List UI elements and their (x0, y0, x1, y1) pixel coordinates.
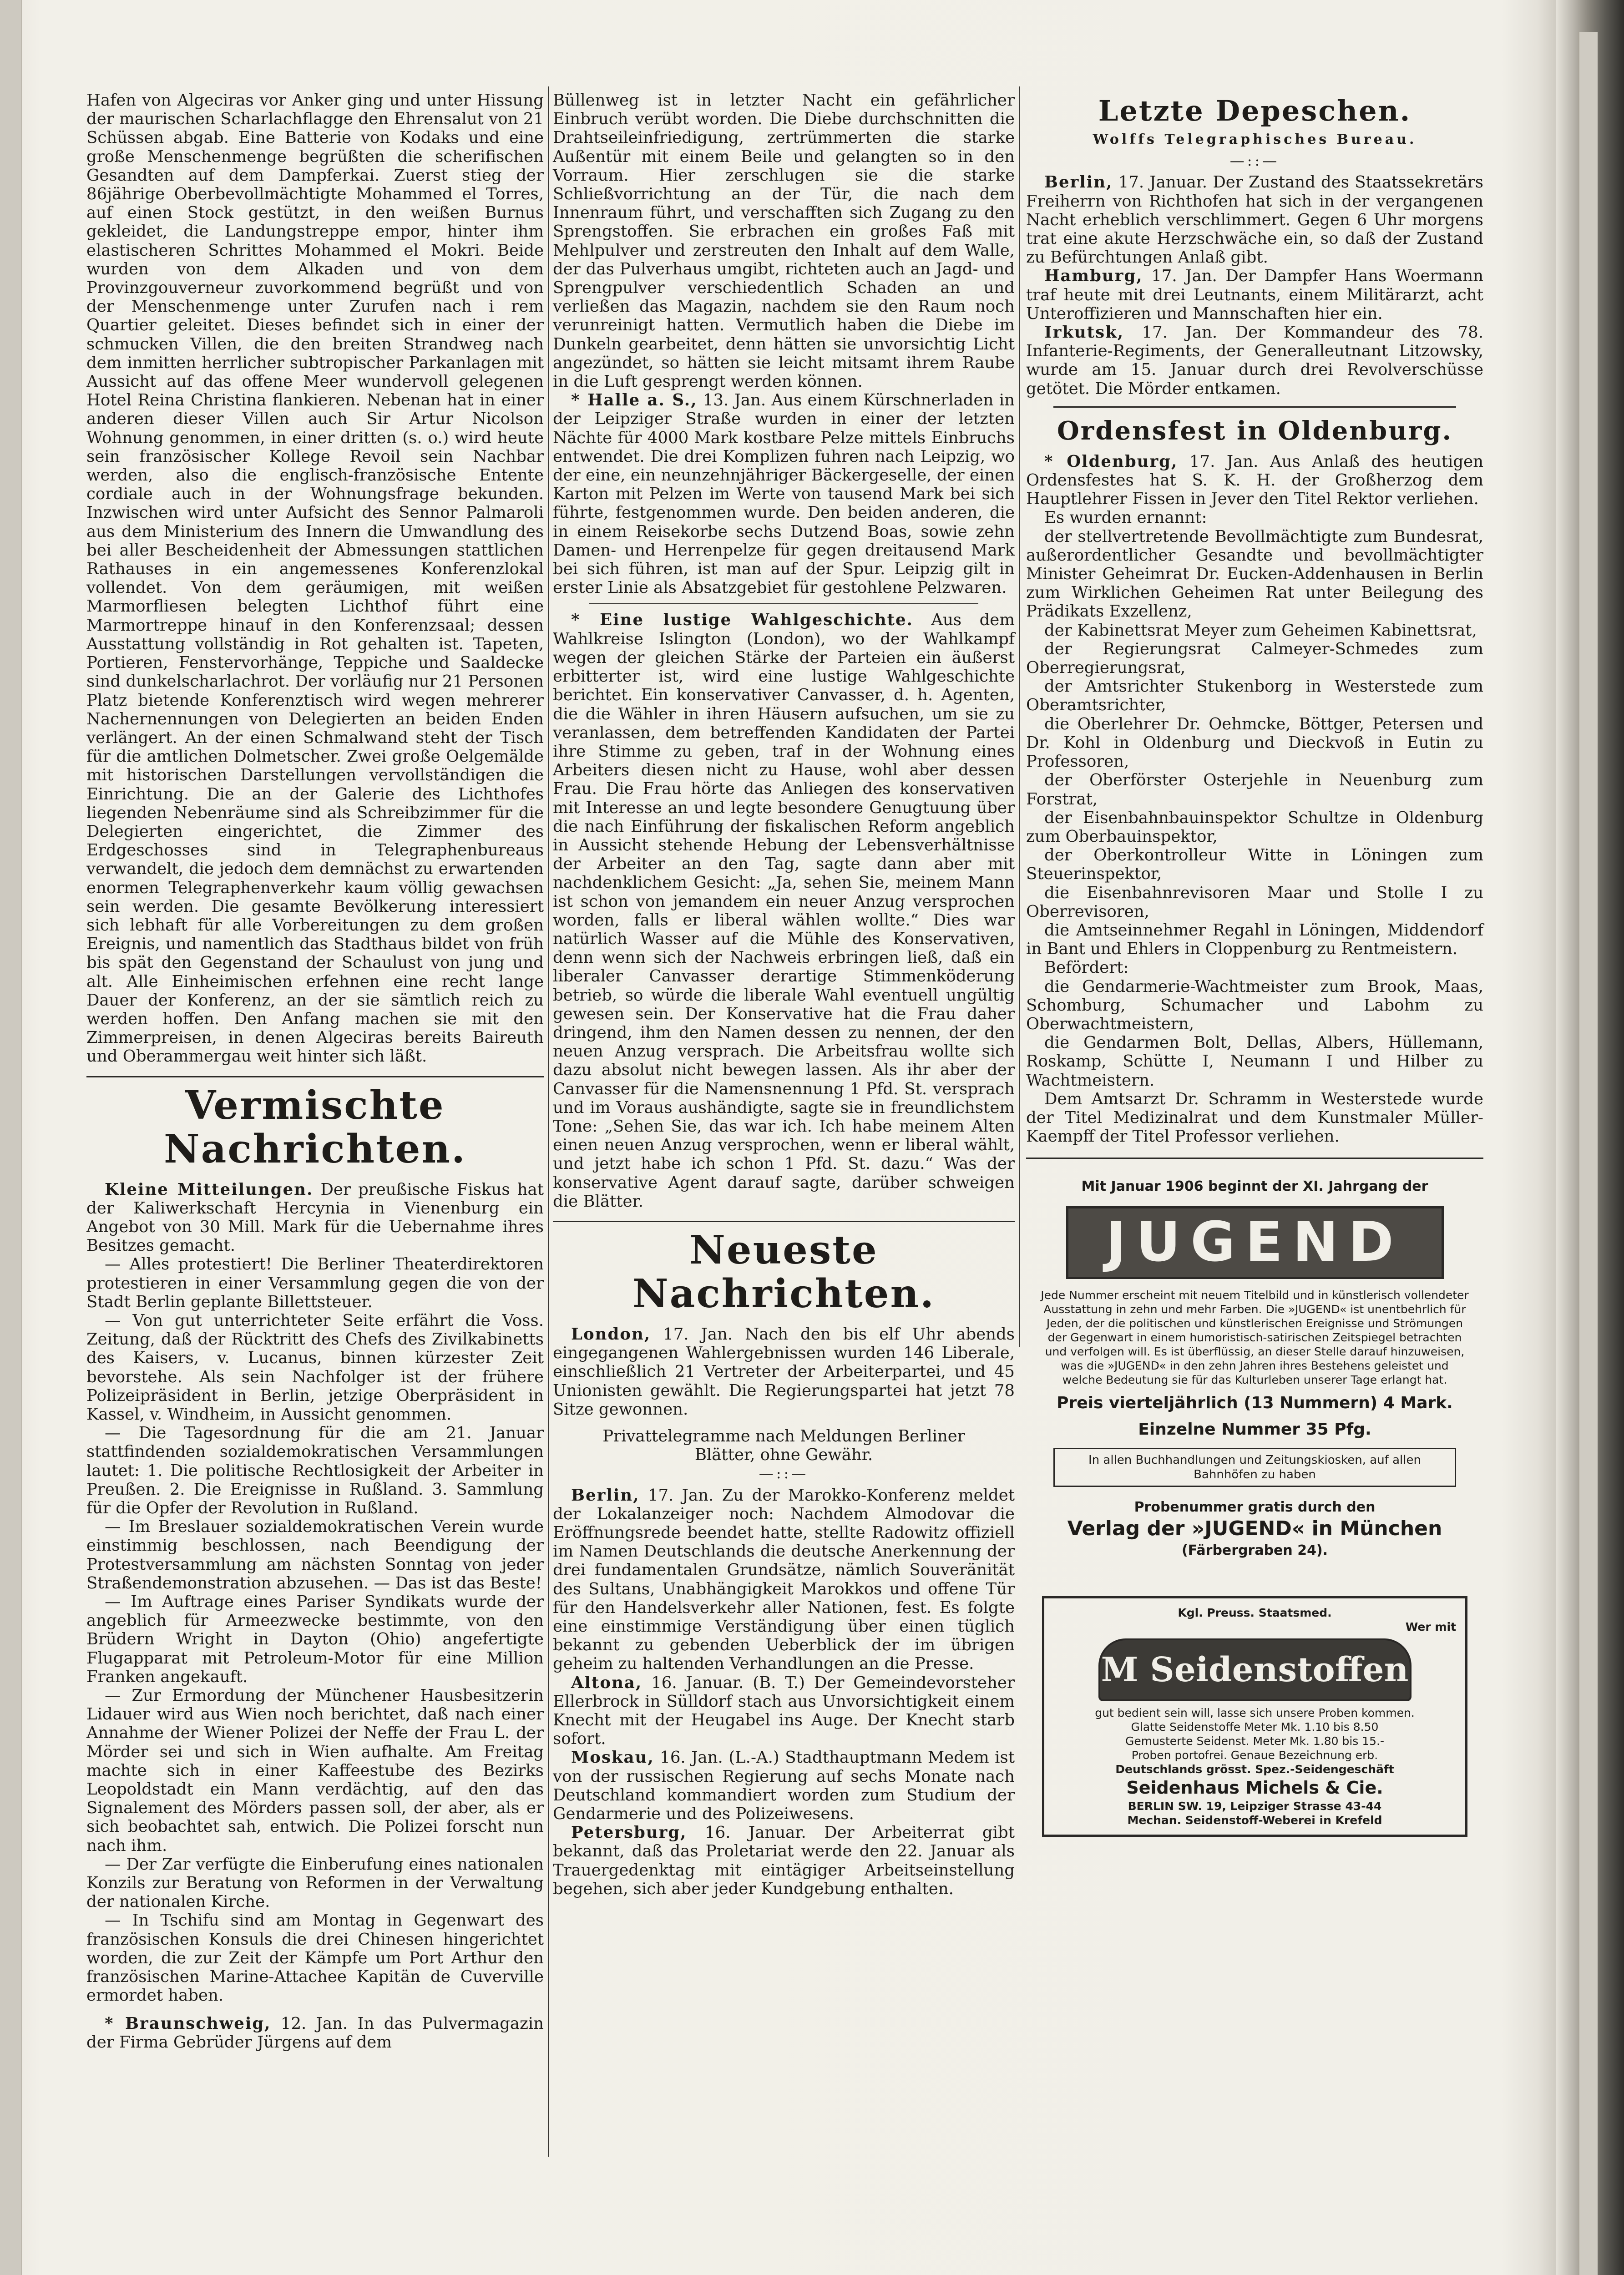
privattelegramme-note: Privattelegramme nach Meldungen Berliner Blätter, ohne Gewähr. (602, 1427, 965, 1465)
section-rule (86, 1076, 544, 1077)
ad-probenummer: Probenummer gratis durch den (1134, 1499, 1376, 1515)
ad-line: Mechan. Seidenstoff-Weberei in Krefeld (1127, 1813, 1382, 1827)
list-item: der Kabinettsrat Meyer zum Geheimen Kabinettsrat, (1044, 621, 1477, 640)
list-item: die Oberlehrer Dr. Oehmcke, Böttger, Petersen und Dr. Kohl in Oldenburg und Dieckvoß in Eutin zu Professoren, (1026, 714, 1483, 771)
news-item: — In Tschifu sind am Montag in Gegenwart des französischen Konsuls die drei Chinesen hingerichtet worden, die zur Zeit der Kämpfe um Port Arthur den französischen Marine-Attachee Kapitän de Cuverville ermordet haben. (86, 1911, 544, 2005)
seidenstoffe-banner: M Seidenstoffen (1098, 1638, 1412, 1701)
ad-availability-box: In allen Buchhandlungen und Zeitungskiosken, auf allen Bahnhöfen zu haben (1053, 1448, 1456, 1487)
article-braunschweig-cont: Büllenweg ist in letzter Nacht ein gefährlicher Einbruch verübt worden. Die Diebe durchschnitten die Drahtseileinfriedigung, zertrümmerten die starke Außentür mit einem Beile und gelangten so in den Vorraum. Hier zerschlugen sie die starke Schließvorrichtung an der Tür, die nach dem Innenraum führt, und verschafften sich Zugang zu den Sprengstoffen. Sie erbrachen ein großes Faß mit Mehlpulver und zerstreuten den Inhalt auf dem Walle, der das Pulverhaus umgibt, richteten auch an Jagd- und Sprengpulver verschiedentlich Schaden an und verließen das Magazin, nachdem sie den Raum noch verunreinigt hatten. Vermutlich haben die Diebe im Dunkeln gearbeitet, denn hätten sie unvorsichtig Licht angezündet, so hätten sie leicht mitsamt ihrem Raube in die Luft gesprengt werden können. (553, 91, 1015, 391)
list-item: der Oberkontrolleur Witte in Löningen zum Steuerinspektor, (1026, 846, 1483, 884)
ad-line: Wer mit (1405, 1620, 1456, 1633)
column-middle (553, 91, 1015, 1898)
news-item: London, 17. Jan. Nach den bis elf Uhr abends eingegangenen Wahlergebnissen wurden 146 Liberale, einschließlich 21 Vertreter der Arbeiterpartei, und 45 Unionisten gewählt. Die Regierungspartei hat jetzt 78 Sitze gewonnen. (553, 1325, 1015, 1419)
list-item: der Oberförster Osterjehle in Neuenburg zum Forstrat, (1026, 771, 1483, 809)
ad-headline: Mit Januar 1906 beginnt der XI. Jahrgang der (1081, 1178, 1428, 1195)
ad-body: Jede Nummer erscheint mit neuem Titelbild und in künstlerisch vollendeter Ausstattung in zehn und mehr Farben. Die »JUGEND« ist unentbehrlich für Jeden, der die politischen und künstlerischen Ereignisse und Strömungen der Gegenwart in einem humoristisch-satirischen Zeitspiegel betrachten und verfolgen will. Es ist überflüssig, an dieser Stelle darauf hinzuweisen, was die »JUGEND« in den zehn Jahren ihres Bestehens geleistet und welche Bedeutung sie für das Kulturleben unserer Tage erlangt hat. (1041, 1288, 1469, 1386)
agency-line: Wolffs Telegraphisches Bureau. (1093, 131, 1417, 147)
news-item: — Der Zar verfügte die Einberufung eines nationalen Konzils zur Beratung von Reformen in der Verwaltung der nationalen Kirche. (86, 1855, 544, 1911)
news-item: — Im Auftrage eines Pariser Syndikats wurde der angeblich für Armeezwecke bestimmte, von den Brüdern Wright in Dayton (Ohio) angefertigte Flugapparat mit Petroleum-Motor für eine Million Franken angekauft. (86, 1592, 544, 1686)
article-rule (589, 603, 978, 604)
column-rule (548, 86, 549, 2157)
news-item: — Zur Ermordung der Münchener Hausbesitzerin Lidauer wird aus Wien noch berichtet, daß nach einer Annahme der Wiener Polizei der Neffe der Frau L. der Mörder sei und sich in Wien aufhalte. Am Freitag machte sich in einer Kaffeestube des Bezirks Leopoldstadt ein Mann verdächtig, auf den das Signalement des Mörders passen soll, der aber, als er sich beobachtet sah, entwich. Die Polizei forscht nun nach ihm. (86, 1686, 544, 1855)
section-rule (553, 1221, 1015, 1222)
list-item: der stellvertretende Bevollmächtigte zum Bundesrat, außerordentlicher Gesandte und bevollmächtigter Minister Geheimrat Dr. Eucken-Addenhausen in Berlin zum Wirklichen Geheimen Rat unter Beilegung des Prädikats Exzellenz, (1026, 527, 1483, 621)
section-rule (1053, 406, 1456, 408)
list-heading: Befördert: (1044, 958, 1129, 977)
advertisement-seidenhaus (1042, 1596, 1467, 1837)
page-stack-edge (1578, 32, 1598, 2275)
previous-page-margin (0, 0, 22, 2275)
news-item: Moskau, 16. Jan. (L.-A.) Stadthauptmann Medem ist von der russischen Regierung auf sechs Monate nach Deutschland kommandiert worden zum Studium der Gendarmerie und des Polizeiwesens. (553, 1748, 1015, 1824)
ad-address: (Färbergraben 24). (1181, 1542, 1328, 1558)
list-item: der Regierungsrat Calmeyer-Schmedes zum Oberregierungsrat, (1026, 639, 1483, 677)
news-item: Berlin, 17. Januar. Der Zustand des Staatssekretärs Freiherrn von Richthofen hat sich in der vergangenen Nacht erheblich verschlimmert. Gegen 6 Uhr morgens trat eine akute Herzschwäche ein, so daß der Zustand zu Befürchtungen Anlaß gibt. (1026, 173, 1483, 267)
news-item: — Im Breslauer sozialdemokratischen Verein wurde einstimmig beschlossen, nach Beendigung der Protestversammlung am nächsten Sonntag von jeder Straßendemonstration abzusehen. — Das ist das Beste! (86, 1517, 544, 1592)
list-item: die Amtseinnehmer Regahl in Löningen, Middendorf in Bant und Ehlers in Cloppenburg zu Rentmeistern. (1026, 920, 1483, 959)
list-item: Dem Amtsarzt Dr. Schramm in Westerstede wurde der Titel Medizinalrat und dem Kunstmaler Müller-Kaempff der Titel Professor verliehen. (1026, 1089, 1483, 1146)
advertisement-jugend (1026, 1177, 1483, 1560)
column-left (86, 91, 544, 2052)
news-item: Petersburg, 16. Januar. Der Arbeiterrat gibt bekannt, daß das Proletariat werde den 22. Januar als Trauergedenktag mit eintägiger Arbeitseinstellung begehen, sich aber jeder Kundgebung enthalten. (553, 1823, 1015, 1898)
ad-price: Preis vierteljährlich (13 Nummern) 4 Mark. (1057, 1393, 1453, 1412)
news-item: — Alles protestiert! Die Berliner Theaterdirektoren protestieren in einer Versammlung gegen die von der Stadt Berlin geplante Billettsteuer. (86, 1255, 544, 1311)
ad-line: gut bedient sein will, lasse sich unsere Proben kommen. (1095, 1706, 1415, 1719)
section-heading-vermischte: Vermischte Nachrichten. (163, 1082, 466, 1172)
ad-line: Glatte Seidenstoffe Meter Mk. 1.10 bis 8.50 (1131, 1720, 1379, 1734)
column-rule (1019, 86, 1020, 1347)
news-item: — Die Tagesordnung für die am 21. Januar stattfindenden sozialdemokratischen Versammlungen lautet: 1. Die politische Rechtlosigkeit der Arbeiter in Preußen. 2. Die Ereignisse in Rußland. 3. Sammlung für die Opfer der Revolution in Rußland. (86, 1424, 544, 1518)
ad-price-single: Einzelne Nummer 35 Pfg. (1138, 1420, 1371, 1439)
news-item: — Von gut unterrichteter Seite erfährt die Voss. Zeitung, daß der Rücktritt des Chefs des Zivilkabinetts des Kaisers, v. Lucanus, binnen kürzester Zeit bevorstehe. Als sein Nachfolger ist der frühere Polizeipräsident in Berlin, jetzige Oberpräsident in Kassel, v. Windheim, in Aussicht genommen. (86, 1311, 544, 1424)
list-heading: Es wurden ernannt: (1044, 508, 1207, 527)
news-item: Kleine Mitteilungen. Der preußische Fiskus hat der Kaliwerkschaft Hercynia in Vienenburg ein Angebot von 30 Mill. Mark für die Uebernahme ihres Besitzes gemacht. (86, 1180, 544, 1255)
ad-line: Proben portofrei. Genaue Bezeichnung erb. (1131, 1748, 1378, 1762)
news-item: Irkutsk, 17. Jan. Der Kommandeur des 78. Infanterie-Regiments, der Generalleutnant Litzowsky, wurde am 15. Januar durch drei Revolverschüsse getötet. Die Mörder entkamen. (1026, 323, 1483, 398)
ad-line: Gemusterte Seidenst. Meter Mk. 1.80 bis 15.- (1125, 1734, 1385, 1748)
news-item: * Oldenburg, 17. Jan. Aus Anlaß des heutigen Ordensfestes hat S. K. H. der Großherzog dem Hauptlehrer Fissen in Jever den Titel Rektor verliehen. (1026, 452, 1483, 509)
ad-firm-name: Seidenhaus Michels & Cie. (1126, 1777, 1383, 1798)
news-item: Altona, 16. Januar. (B. T.) Der Gemeindevorsteher Ellerbrock in Sülldorf stach aus Unvorsichtigkeit einem Knecht mit der Heugabel ins Auge. Der Knecht starb sofort. (553, 1673, 1015, 1749)
section-heading-depeschen: Letzte Depeschen. (1098, 94, 1412, 127)
section-heading-neueste: Neueste Nachrichten. (632, 1227, 935, 1317)
ad-publisher: Verlag der »JUGEND« in München (1067, 1517, 1442, 1540)
news-item: * Braunschweig, 12. Jan. In das Pulvermagazin der Firma Gebrüder Jürgens auf dem (86, 2014, 544, 2052)
ad-award-line: Kgl. Preuss. Staatsmed. (1178, 1606, 1332, 1619)
list-item: die Eisenbahnrevisoren Maar und Stolle I zu Oberrevisoren, (1026, 883, 1483, 921)
list-item: die Gendarmen Bolt, Dellas, Albers, Hüllemann, Roskamp, Schütte I, Neumann I und Hilber zu Wachtmeistern. (1026, 1033, 1483, 1090)
jugend-logo: JUGEND (1066, 1206, 1444, 1279)
news-item: Berlin, 17. Jan. Zu der Marokko-Konferenz meldet der Lokalanzeiger noch: Nachdem Almodovar die Eröffnungsrede beendet hatte, stellte Radowitz offiziell im Namen Deutschlands die deutsche Anerkennung der drei fundamentalen Grundsätze, nämlich Souveränität des Sultans, Unabhängigkeit Marokkos und offene Tür für den Handelsverkehr aller Nationen, fest. Es folgte eine einstimmige Verständigung über einen tüglich bekannt zu gebenden Ueberblick der im übrigen geheim zu haltenden Verhandlungen an die Presse. (553, 1486, 1015, 1673)
ad-address: BERLIN SW. 19, Leipziger Strasse 43-44 (1128, 1799, 1382, 1813)
news-item: Hamburg, 17. Jan. Der Dampfer Hans Woermann traf heute mit drei Leutnants, einem Militärarzt, acht Unteroffizieren und Mannschaften hier ein. (1026, 267, 1483, 323)
separator: —::— (1229, 152, 1280, 170)
article-algeciras: Hafen von Algeciras vor Anker ging und unter Hissung der maurischen Scharlachflagge den Ehrensalut von 21 Schüssen abgab. Eine Batterie von Kodaks und eine große Menschenmenge begrüßten die scherifischen Gesandten auf dem Dampferkai. Zuerst stieg der 86jährige Oberbevollmächtigte Mohammed el Torres, auf einen Stock gestützt, in den weißen Burnus gekleidet, die Landungstreppe empor, hinter ihm elastischeren Schrittes Mohammed el Mokri. Beide wurden von dem Alkaden und von dem Provinzgouverneur zuvorkommend begrüßt und von der Menschenmenge unter Zurufen nach i rem Quartier geleitet. Dieses befindet sich in einer der schmucken Villen, die den breiten Strandweg nach dem inmitten herrlicher subtropischer Parkanlagen mit Aussicht auf das offene Meer wundervoll gelegenen Hotel Reina Christina flankieren. Nebenan hat in einer anderen dieser Villen auch Sir Artur Nicolson Wohnung genommen, in einer dritten (s. o.) wird heute sein französischer Kollege Revoil sein Nachbar werden, also die englisch-französische Entente cordiale auch in der Wohnungsfrage bekunden. Inzwischen wird unter Aufsicht des Sennor Palmaroli aus dem Ministerium des Innern die Umwandlung des bei aller Bescheidenheit der Abmessungen stattlichen Rathauses in ein angemessenes Konferenzlokal vollendet. Von dem geräumigen, mit weißen Marmorfliesen belegten Lichthof führt eine Marmortreppe hinauf in den Konferenzsaal; dessen Ausstattung vollständig in Rot gehalten ist. Tapeten, Portieren, Fenstervorhänge, Teppiche und Saaldecke sind dunkelscharlachrot. Der vorläufig nur 21 Personen Platz bietende Konferenztisch wird wegen mehrerer Nachernennungen von Delegierten an beiden Enden verlängert. An der einen Schmalwand steht der Tisch für die amtlichen Dolmetscher. Zwei große Oelgemälde mit historischen Darstellungen vervollständigen die Einrichtung. Die an der Galerie des Lichthofes liegenden Nebenräume sind als Schreibzimmer für die Delegierten eingerichtet, die Zimmer des Erdgeschosses sind in Telegraphenbureaus verwandelt, die jedoch dem demnächst zu erwartenden enormen Telegraphenverkehr kaum völlig gewachsen sein werden. Die gesamte Bevölkerung interessiert sich lebhaft für alle Vorbereitungen zu dem großen Ereignis, und namentlich das Stadthaus bildet von früh bis spät den Gegenstand der Schaulust von jung und alt. Alle Einheimischen erfehnen eine recht lange Dauer der Konferenz, an der sie sämtlich reich zu werden hoffen. Den Anfang machen sie mit den Zimmerpreisen, in denen Algeciras bereits Baireuth und Oberammergau weit hinter sich läßt. (86, 91, 544, 1066)
list-item: die Gendarmerie-Wachtmeister zum Brook, Maas, Schomburg, Schumacher und Labohm zu Oberwachtmeistern, (1026, 977, 1483, 1033)
list-item: der Eisenbahnbauinspektor Schultze in Oldenburg zum Oberbauinspektor, (1026, 808, 1483, 846)
section-rule (1026, 1158, 1483, 1159)
news-item: * Halle a. S., 13. Jan. Aus einem Kürschnerladen in der Leipziger Straße wurden in einer der letzten Nächte für 4000 Mark kostbare Pelze mittels Einbruchs entwendet. Die drei Komplizen fuhren nach Leipzig, wo der eine, ein neunzehnjähriger Bäckergeselle, der einen Karton mit Pelzen im Werte von tausend Mark bei sich führte, festgenommen wurde. Den beiden anderen, die in einem Reisekorbe sechs Dutzend Boas, sowie zehn Damen- und Herrenpelze für gegen dreitausend Mark bei sich führen, ist man auf der Spur. Leipzig gilt in erster Linie als Absatzgebiet für gestohlene Pelzwaren. (553, 391, 1015, 597)
news-item: * Eine lustige Wahlgeschichte. Aus dem Wahlkreise Islington (London), wo der Wahlkampf wegen der gleichen Stärke der Parteien ein äußerst erbitterter ist, wird eine lustige Wahlgeschichte berichtet. Ein konservativer Canvasser, d. h. Agenten, die die Wähler in ihren Häusern aufsuchen, um sie zu veranlassen, dem betreffenden Kandidaten der Partei ihre Stimme zu geben, traf in der Wohnung eines Arbeiters diesen nicht zu Hause, wohl aber dessen Frau. Die Frau hörte das Anliegen des konservativen mit Interesse an und legte besondere Genugtuung über die nach Einführung der fiskalischen Reform angeblich in Aussicht stehende Hebung der Lebensverhältnisse der Arbeiter an den Tag, sagte dann aber mit nachdenklichem Gesicht: „Ja, sehen Sie, meinem Mann ist schon von jemandem ein neuer Anzug versprochen worden, falls er liberal wählen wollte.“ Dies war natürlich Wasser auf die Mühle des Konservativen, denn wenn sich der Nachweis erbringen ließ, daß ein liberaler Canvasser derartige Stimmenköderung betrieb, so würde die liberale Wahl eventuell ungültig gewesen sein. Der Konservative hat die Frau daher dringend, ihm den Namen dessen zu nennen, der den neuen Anzug versprach. Die Arbeitsfrau wollte sich dazu absolut nicht bewegen lassen. Als ihr aber der Canvasser für die Namensnennung 1 Pfd. St. versprach und im Voraus aushändigte, sagte sie in freundlichstem Tone: „Sehen Sie, das war ich. Ich habe meinem Alten einen neuen Anzug versprochen, wenn er liberal wählt, und jetzt habe ich schon 1 Pfd. St. dazu.“ Was der konservative Agent darauf sagte, darüber schweigen die Blätter. (553, 611, 1015, 1211)
list-item: der Amtsrichter Stukenborg in Westerstede zum Oberamtsrichter, (1026, 677, 1483, 715)
separator: —::— (759, 1465, 809, 1482)
ad-line: Deutschlands grösst. Spez.-Seidengeschäft (1115, 1762, 1394, 1776)
section-heading-ordensfest: Ordensfest in Oldenburg. (1057, 415, 1452, 446)
column-right (1026, 91, 1483, 1837)
